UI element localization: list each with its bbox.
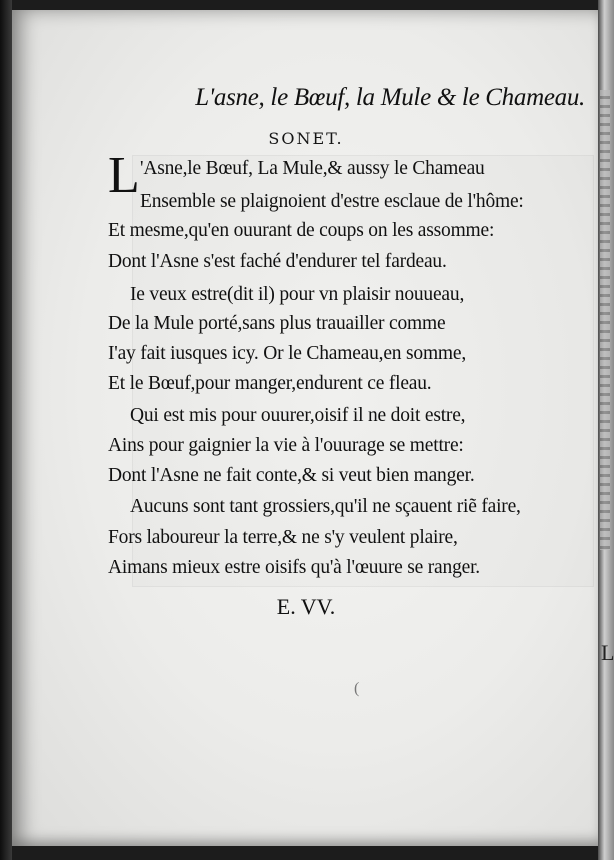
verse-line-14: Aimans mieux estre oisifs qu'à l'œuure se ranger. bbox=[108, 557, 480, 578]
verse-line-4: Dont l'Asne s'est faché d'endurer tel fardeau. bbox=[108, 251, 447, 272]
next-page-edge bbox=[598, 0, 614, 860]
verse-line-10: Ains pour gaignier la vie à l'ouurage se mettre: bbox=[108, 435, 464, 456]
running-head: L'asne, le Bœuf, la Mule & le Chameau. bbox=[195, 84, 585, 111]
verse-line-12: Aucuns sont tant grossiers,qu'il ne sçauent riẽ faire, bbox=[130, 496, 521, 517]
verse-line-5: Ie veux estre(dit il) pour vn plaisir nouueau, bbox=[130, 284, 465, 305]
verse-line-7: I'ay fait iusques icy. Or le Chameau,en somme, bbox=[108, 343, 467, 364]
verse-line-1: 'Asne,le Bœuf, La Mule,& aussy le Chameau bbox=[140, 158, 485, 179]
next-page-text-sliver bbox=[600, 90, 610, 550]
verse-line-9: Qui est mis pour ouurer,oisif il ne doit estre, bbox=[130, 405, 466, 426]
verse-line-3: Et mesme,qu'en ouurant de coups on les assomme: bbox=[108, 220, 495, 241]
verse-line-13: Fors laboureur la terre,& ne s'y veulent plaire, bbox=[108, 527, 458, 548]
verse-line-8: Et le Bœuf,pour manger,endurent ce fleau. bbox=[108, 373, 432, 394]
author-initials: E. VV. bbox=[276, 594, 336, 619]
verse-line-11: Dont l'Asne ne fait conte,& si veut bien manger. bbox=[108, 465, 475, 486]
drop-cap: L bbox=[108, 147, 140, 204]
pencil-mark: ( bbox=[354, 680, 360, 697]
book-spine-edge bbox=[0, 0, 12, 860]
verse-line-6: De la Mule porté,sans plus trauailler comme bbox=[108, 313, 446, 334]
verse-line-2: Ensemble se plaignoient d'estre esclaue de l'hôme: bbox=[140, 191, 524, 212]
next-page-letter: L bbox=[601, 640, 614, 665]
sonnet-heading: SONET. bbox=[268, 129, 344, 148]
